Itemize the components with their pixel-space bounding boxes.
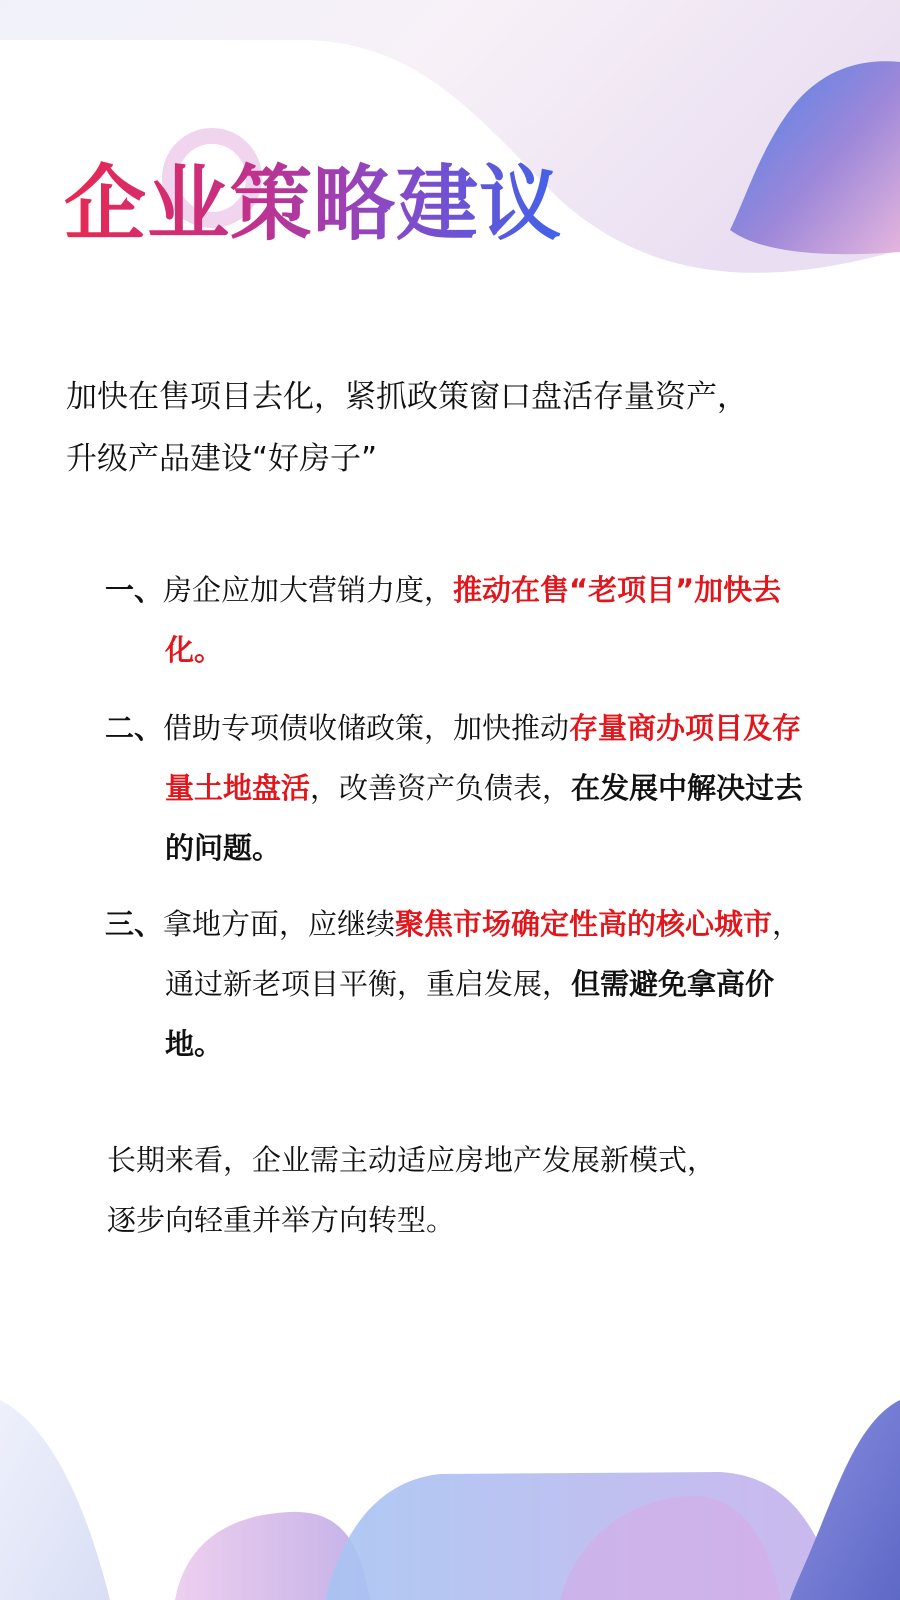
point-text: 借助专项债收储政策，加快推动	[163, 711, 570, 745]
strategy-point-2	[105, 698, 825, 878]
intro-text	[66, 366, 846, 490]
point-number: 二、	[105, 711, 164, 745]
point-bold-text: 但需避免拿高价地。	[165, 967, 775, 1061]
point-text: 房企应加大营销力度，	[163, 573, 454, 607]
point-text: 拿地方面，应继续	[163, 907, 396, 941]
point-highlight: 聚焦市场确定性高的核心城市	[395, 907, 773, 941]
page-title: 企业策略建议	[64, 157, 563, 252]
point-highlight: 推动在售“老项目”加快去化。	[165, 573, 782, 667]
closing-text	[107, 1130, 807, 1250]
point-highlight: 存量商办项目及存量土地盘活	[165, 711, 802, 805]
point-text-continued: ，改善资产负债表，	[310, 771, 572, 805]
point-bold-text: 在发展中解决过去的问题。	[165, 771, 804, 865]
closing-line-2: 逐步向轻重并举方向转型。	[107, 1203, 456, 1237]
point-number: 三、	[105, 907, 164, 941]
point-number: 一、	[105, 573, 164, 607]
intro-line-1: 加快在售项目去化，紧抓政策窗口盘活存量资产，	[66, 379, 748, 415]
point-text-continued: ，通过新老项目平衡，重启发展，	[165, 907, 802, 1001]
strategy-point-1	[105, 560, 825, 680]
intro-line-2: 升级产品建设“好房子”	[66, 441, 378, 477]
strategy-point-3	[105, 894, 825, 1074]
closing-line-1: 长期来看，企业需主动适应房地产发展新模式，	[107, 1143, 717, 1177]
